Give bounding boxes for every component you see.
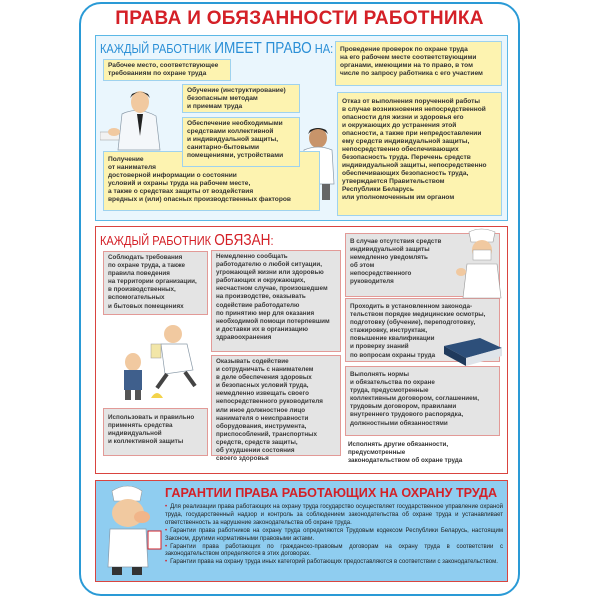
duty-item-other: Исполнять другие обязанности, предусмотренные законодательством об охране труда xyxy=(348,441,463,464)
bullet-icon: • xyxy=(165,543,168,550)
bullet-icon: • xyxy=(165,504,168,510)
duty-item-norms: Выполнять нормы и обязательства по охране труда, предусмотренные коллективным договором, соглашением, трудовым договором, правилами внутреннего трудового распорядка, должностными обязанностями xyxy=(345,366,500,436)
right-item-training: Обучение (инструктирование) безопасным методам и приемам труда xyxy=(182,84,300,113)
running-doctor-illustration xyxy=(115,322,205,402)
right-item-refusal: Отказ от выполнения порученной работы в случае возникновения непосредственной опасности для жизни и здоровья его и окружающих до устранения этой опасности, а также при непредоставлении ему средств индивидуальной защиты, непосредственно обеспечивающих безопасность труда. Перечень средств индивидуальной защиты, непосредственно обеспечивающих безопасность труда, утверждается Правительством Республики Беларусь или уполномоченным им органом xyxy=(337,92,502,216)
right-item-workplace: Рабочее место, соответствующее требованиям по охране труда xyxy=(103,59,231,81)
right-item-protection: Обеспечение необходимыми средствами коллективной и индивидуальной защиты, санитарно-бытовыми помещениями, устройствами xyxy=(182,117,300,167)
guarantee-item xyxy=(165,544,503,560)
duties-heading xyxy=(100,232,274,250)
guarantees-list xyxy=(165,504,503,567)
guarantee-item xyxy=(165,528,503,544)
rights-heading xyxy=(100,40,333,58)
rights-heading-emphasis: ИМЕЕТ ПРАВО xyxy=(214,40,312,57)
guarantees-heading: ГАРАНТИИ ПРАВА РАБОТАЮЩИХ НА ОХРАНУ ТРУДА xyxy=(165,486,498,500)
bullet-icon: • xyxy=(165,527,168,534)
rights-heading-suffix: НА: xyxy=(311,41,334,56)
worker-at-desk-illustration xyxy=(100,84,175,154)
duty-item-use-protection: Использовать и правильно применять средства индивидуальной и коллективной защиты xyxy=(103,408,208,456)
duty-item-medical: Проходить в установленном законода- тельством порядке медицинские осмотры, подготовку (обучение), переподготовку, стажировку, инструктаж, повышение квалификации и проверку знаний по вопросам охраны труда xyxy=(345,298,500,362)
guarantee-text: Гарантии права на охрану труда иных категорий работающих предоставляются в соответствии с законодательством. xyxy=(170,559,498,566)
right-item-information: Получение от нанимателя достоверной информации о состоянии условий и охраны труда на рабочем месте, а также о средствах защиты от воздействия вредных и (или) опасных производственных факторов xyxy=(103,151,320,211)
duty-item-notify: В случае отсутствия средств индивидуальной защиты немедленно уведомлять об этом непосредственного руководителя xyxy=(345,233,500,297)
poster-title: ПРАВА И ОБЯЗАННОСТИ РАБОТНИКА xyxy=(115,8,484,29)
duties-heading-suffix: : xyxy=(270,233,274,248)
rights-heading-prefix: КАЖДЫЙ РАБОТНИК xyxy=(100,41,215,56)
guarantee-text: Гарантии права работающих по гражданско-правовым договорам на охрану труда в соответствии с законодательством определяются в этих договорах. xyxy=(165,543,503,558)
doctor-with-document-illustration xyxy=(98,483,164,579)
duty-item-comply: Соблюдать требования по охране труда, а также правила поведения на территории организации, в производственных, вспомогательных и бытовых помещениях xyxy=(103,251,208,315)
guarantee-text: Для реализации права работающих на охрану труда государство осуществляет государственное управление охраной труда, государственный надзор и контроль за соблюдением законодательства об охране труда и устанавливает ответственность за нарушение законодательства об охране труда. xyxy=(165,504,503,526)
right-item-inspections: Проведение проверок по охране труда на его рабочем месте соответствующими органами, имеющими на то право, в том числе по запросу работника с его участием xyxy=(335,41,502,86)
duties-heading-prefix: КАЖДЫЙ РАБОТНИК xyxy=(100,233,215,248)
guarantee-item xyxy=(165,504,503,528)
guarantee-text: Гарантии права работников на охрану труда определяются Трудовым кодексом Республики Беларусь, настоящим Законом, другими нормативными правовыми актами. xyxy=(165,527,503,542)
book-illustration xyxy=(440,336,504,368)
bullet-icon: • xyxy=(165,559,168,566)
duty-item-report: Немедленно сообщать работодателю о любой ситуации, угрожающей жизни или здоровью работающих и окружающих, несчастном случае, произошедшем на производстве, оказывать содействие работодателю по принятию мер для оказания необходимой помощи потерпевшим и доставки их в организацию здравоохранения xyxy=(211,250,341,352)
duties-heading-emphasis: ОБЯЗАН xyxy=(214,232,271,249)
duty-item-cooperate: Оказывать содействие и сотрудничать с нанимателем в деле обеспечения здоровых и безопасных условий труда, немедленно извещать своего непосредственного руководителя или иное должностное лицо нанимателя о неисправности оборудования, инструмента, приспособлений, транспортных средств, средств защиты, об ухудшении состояния своего здоровья xyxy=(211,355,341,456)
masked-doctor-illustration xyxy=(455,228,505,300)
guarantee-item xyxy=(165,559,503,567)
